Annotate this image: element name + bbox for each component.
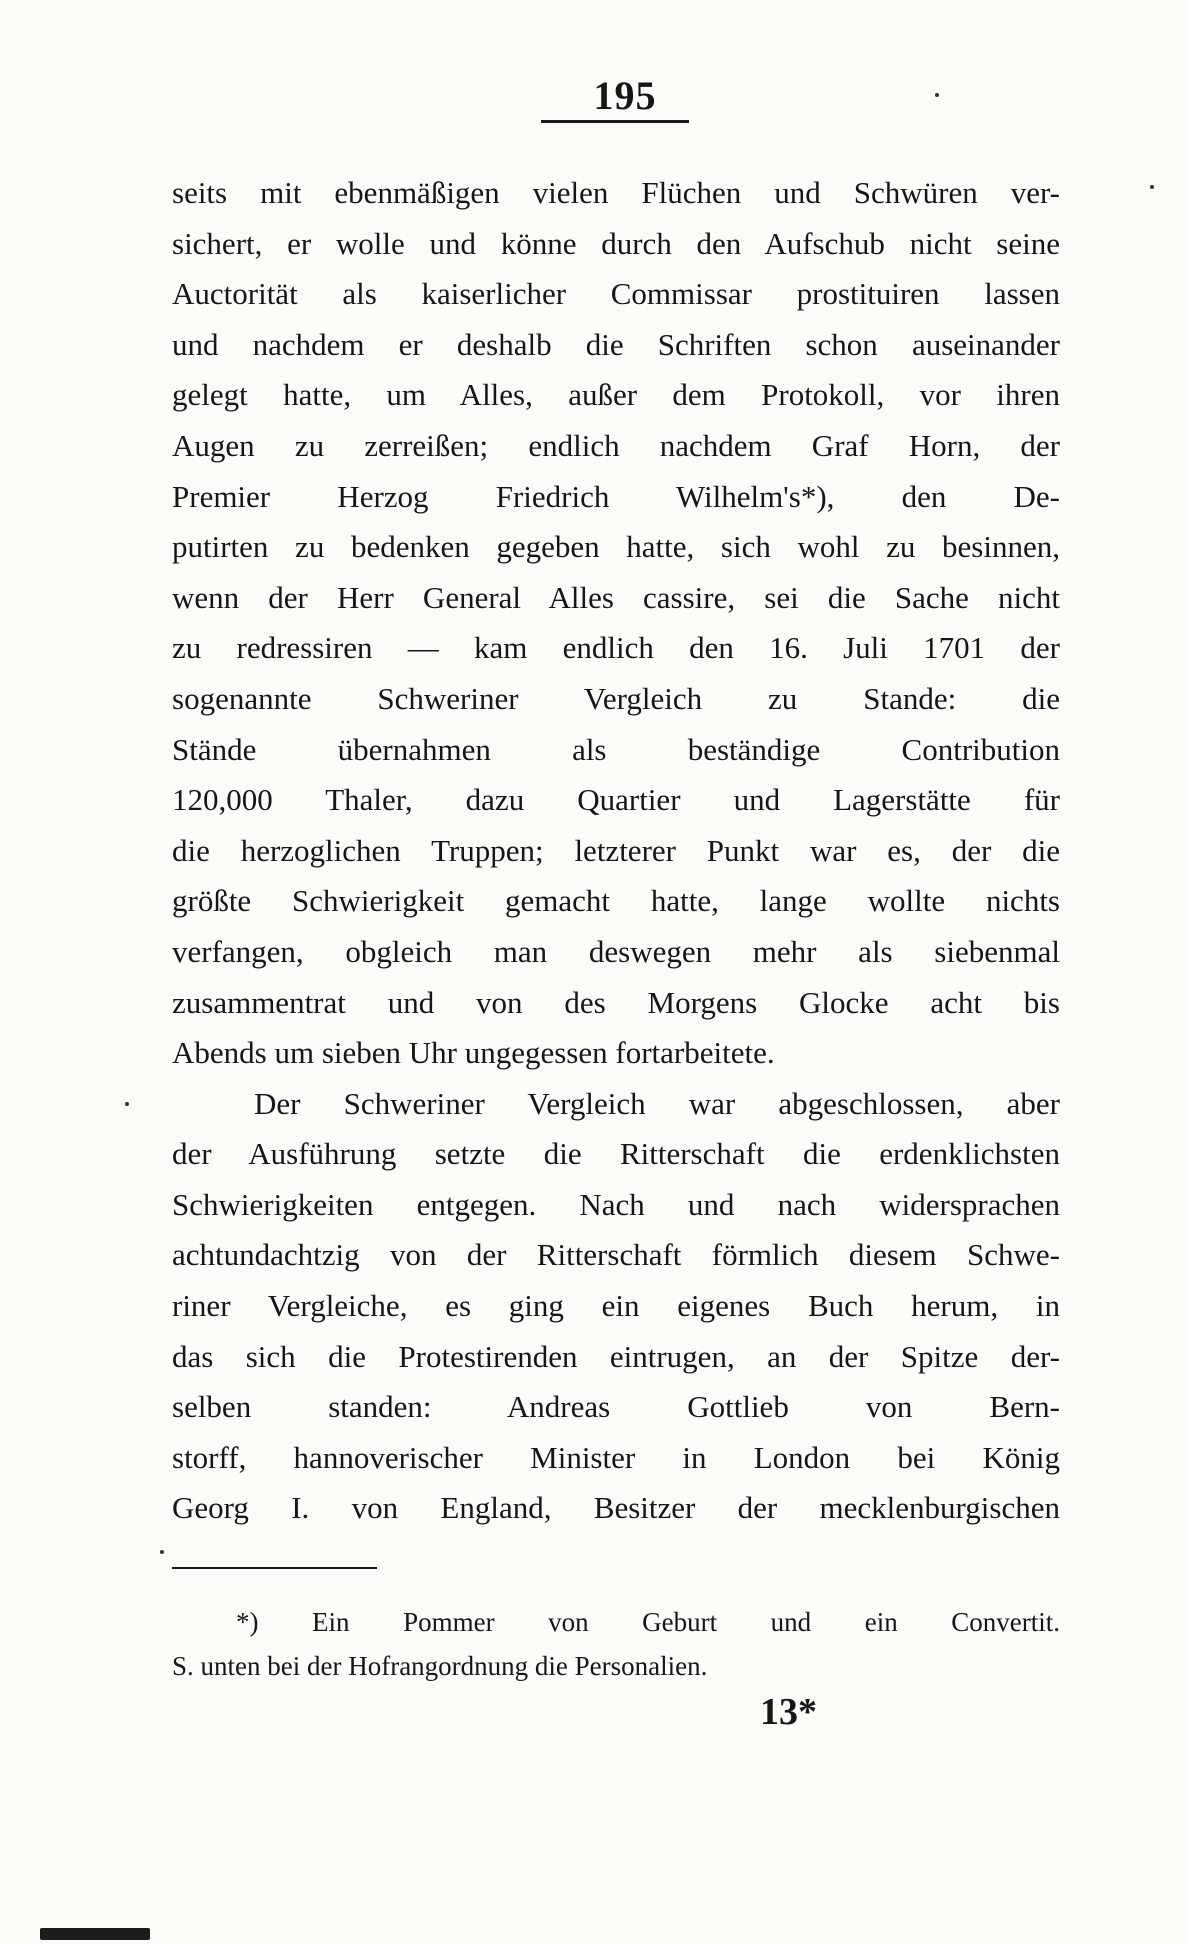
body-line: riner Vergleiche, es ging ein eigenes Buch herum, in	[172, 1288, 1060, 1324]
body-line: 120,000 Thaler, dazu Quartier und Lagerstätte für	[172, 782, 1060, 818]
body-line: der Ausführung setzte die Ritterschaft die erdenklichsten	[172, 1136, 1060, 1172]
body-text	[172, 168, 1060, 1534]
scan-speck	[160, 1550, 164, 1554]
body-line: zu redressiren — kam endlich den 16. Juli 1701 der	[172, 630, 1060, 666]
body-line: wenn der Herr General Alles cassire, sei die Sache nicht	[172, 579, 1060, 615]
scan-speck	[935, 93, 939, 97]
signature-mark: 13*	[760, 1691, 817, 1733]
body-line: selben standen: Andreas Gottlieb von Bern-	[172, 1389, 1060, 1425]
body-line: putirten zu bedenken gegeben hatte, sich wohl zu besinnen,	[172, 529, 1060, 565]
body-line: storff, hannoverischer Minister in London bei König	[172, 1439, 1060, 1475]
body-line: Schwierigkeiten entgegen. Nach und nach widersprachen	[172, 1186, 1060, 1222]
scan-speck	[1150, 185, 1154, 189]
body-line: Stände übernahmen als beständige Contribution	[172, 731, 1060, 767]
body-line: Auctorität als kaiserlicher Commissar prostituiren lassen	[172, 276, 1060, 312]
footnote-line: *) Ein Pommer von Geburt und ein Convertit.	[236, 1607, 1060, 1637]
body-line: größte Schwierigkeit gemacht hatte, lange wollte nichts	[172, 883, 1060, 919]
body-line: sichert, er wolle und könne durch den Aufschub nicht seine	[172, 225, 1060, 261]
body-line: und nachdem er deshalb die Schriften schon auseinander	[172, 326, 1060, 362]
body-line: Georg I. von England, Besitzer der mecklenburgischen	[172, 1490, 1060, 1526]
footnote-line: S. unten bei der Hofrangordnung die Personalien.	[172, 1651, 708, 1681]
body-line: verfangen, obgleich man deswegen mehr als siebenmal	[172, 933, 1060, 969]
body-line: Abends um sieben Uhr ungegessen fortarbeitete.	[172, 1035, 775, 1071]
footnote-rule	[172, 1567, 377, 1569]
body-line: die herzoglichen Truppen; letzterer Punkt war es, der die	[172, 832, 1060, 868]
body-line: achtundachtzig von der Ritterschaft förmlich diesem Schwe-	[172, 1237, 1060, 1273]
body-line: gelegt hatte, um Alles, außer dem Protokoll, vor ihren	[172, 377, 1060, 413]
body-line: zusammentrat und von des Morgens Glocke acht bis	[172, 984, 1060, 1020]
scan-edge-mark	[40, 1928, 150, 1940]
body-line: sogenannte Schweriner Vergleich zu Stande: die	[172, 680, 1060, 716]
body-line: das sich die Protestirenden eintrugen, an der Spitze der-	[172, 1338, 1060, 1374]
page-number: 195	[593, 73, 657, 118]
footnotes	[172, 1600, 1060, 1688]
body-line: Augen zu zerreißen; endlich nachdem Graf Horn, der	[172, 427, 1060, 463]
body-line: Premier Herzog Friedrich Wilhelm's*), den De-	[172, 478, 1060, 514]
body-line: Der Schweriner Vergleich war abgeschlossen, aber	[254, 1085, 1060, 1121]
body-line: seits mit ebenmäßigen vielen Flüchen und Schwüren ver-	[172, 175, 1060, 210]
header-rule	[541, 120, 689, 123]
scan-speck	[125, 1102, 129, 1106]
